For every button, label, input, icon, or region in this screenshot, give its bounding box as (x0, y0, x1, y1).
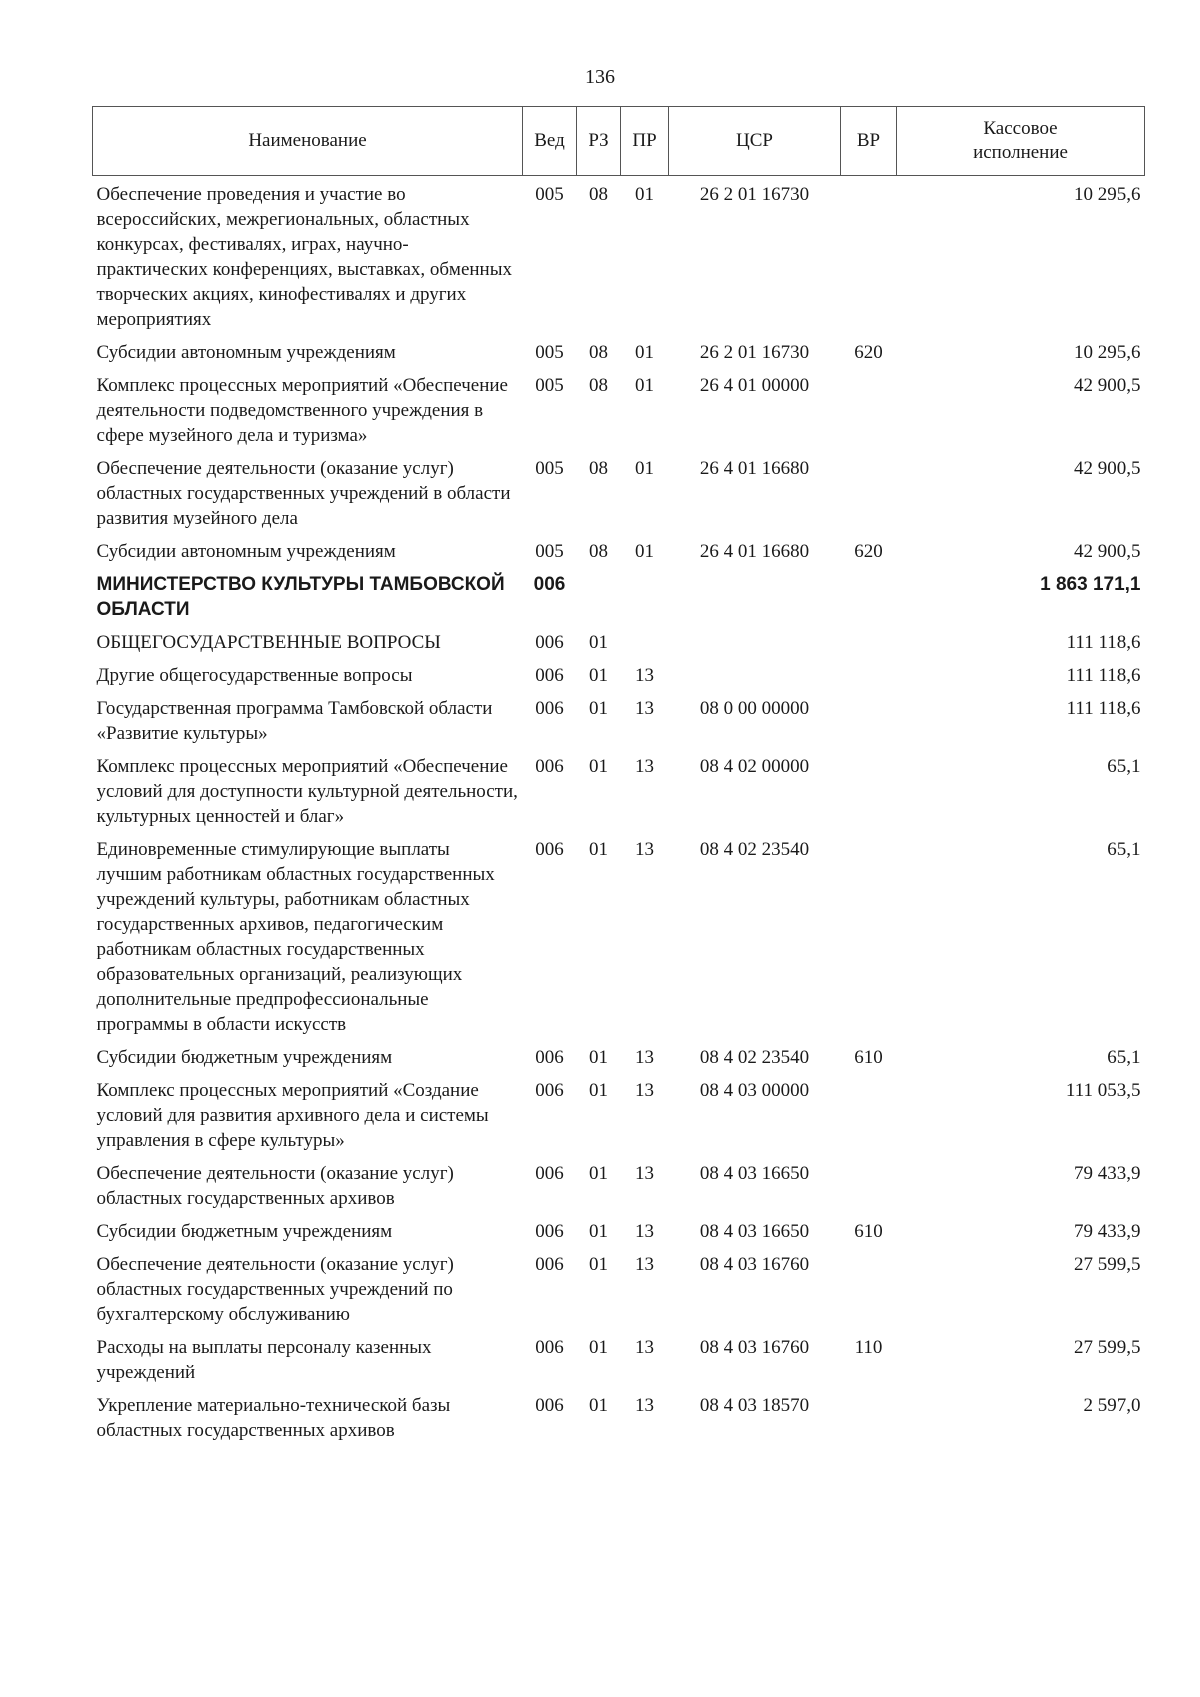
row-vr (841, 831, 897, 1039)
row-amount: 111 118,6 (1066, 665, 1141, 686)
row-rz: 01 (589, 665, 608, 686)
row-rz: 01 (589, 1047, 608, 1068)
row-vr: 620 (854, 342, 883, 363)
row-pr: 13 (635, 1047, 654, 1068)
row-vr: 110 (854, 1337, 883, 1358)
row-pr: 01 (635, 541, 654, 562)
row-name: Обеспечение деятельности (оказание услуг) областных государственных учреждений по бухгалтерскому обслуживанию (96, 1254, 454, 1325)
row-vr (841, 657, 897, 690)
row-ved: 005 (535, 375, 564, 396)
table-row (93, 334, 1145, 367)
row-pr: 01 (635, 184, 654, 205)
row-rz: 01 (589, 1080, 608, 1101)
row-csr: 26 4 01 16680 (699, 541, 810, 562)
table-row-section (93, 624, 1145, 657)
row-name: Укрепление материально-технической базы областных государственных архивов (96, 1395, 451, 1441)
table-row (93, 176, 1145, 335)
row-amount: 10 295,6 (1074, 342, 1141, 363)
row-csr: 26 2 01 16730 (699, 184, 810, 205)
row-rz: 01 (589, 1395, 608, 1416)
table-row (93, 657, 1145, 690)
row-pr: 13 (635, 1254, 654, 1275)
row-pr: 01 (635, 458, 654, 479)
row-amount: 2 597,0 (1083, 1395, 1141, 1416)
row-ved: 006 (533, 574, 566, 595)
row-amount: 111 118,6 (1066, 632, 1141, 653)
table-row (93, 450, 1145, 533)
row-rz: 08 (589, 375, 608, 396)
table-row (93, 690, 1145, 748)
row-amount: 10 295,6 (1074, 184, 1141, 205)
row-ved: 005 (535, 541, 564, 562)
row-vr (841, 176, 897, 335)
row-ved: 005 (535, 184, 564, 205)
row-pr: 13 (635, 1221, 654, 1242)
row-rz: 01 (589, 1254, 608, 1275)
row-pr: 13 (635, 1080, 654, 1101)
row-csr (669, 657, 841, 690)
row-rz: 01 (589, 632, 608, 653)
row-vr (841, 690, 897, 748)
row-pr: 13 (635, 1395, 654, 1416)
row-csr (669, 624, 841, 657)
row-amount: 42 900,5 (1074, 458, 1141, 479)
row-name: Комплекс процессных мероприятий «Обеспечение деятельности подведомственного учреждения в сфере музейного дела и туризма» (96, 375, 508, 446)
row-pr: 13 (635, 1163, 654, 1184)
row-name: Субсидии бюджетным учреждениям (96, 1047, 393, 1068)
table-row (93, 748, 1145, 831)
row-ved: 006 (535, 1221, 564, 1242)
table-row (93, 1213, 1145, 1246)
row-name: Единовременные стимулирующие выплаты лучшим работникам областных государственных учреждений культуры, работникам областных государственных архивов, педагогическим работникам областных государственных образовательных организаций, реализующих дополнительные предпрофессиональные программы в области искусств (96, 839, 495, 1035)
row-csr: 08 4 02 23540 (699, 839, 810, 860)
row-vr (841, 624, 897, 657)
row-name: Расходы на выплаты персоналу казенных учреждений (96, 1337, 432, 1383)
row-ved: 006 (535, 1047, 564, 1068)
table-row (93, 1155, 1145, 1213)
row-vr (841, 1072, 897, 1155)
row-amount: 42 900,5 (1074, 541, 1141, 562)
row-csr: 08 0 00 00000 (699, 698, 810, 719)
budget-table (92, 106, 1145, 1445)
row-amount: 79 433,9 (1074, 1163, 1141, 1184)
row-vr: 610 (854, 1221, 883, 1242)
row-ved: 006 (535, 665, 564, 686)
row-rz: 01 (589, 1337, 608, 1358)
row-name: ОБЩЕГОСУДАРСТВЕННЫЕ ВОПРОСЫ (96, 632, 441, 653)
row-name: Субсидии бюджетным учреждениям (96, 1221, 393, 1242)
row-ved: 006 (535, 1080, 564, 1101)
row-csr: 08 4 03 18570 (699, 1395, 810, 1416)
row-name: Государственная программа Тамбовской области «Развитие культуры» (96, 698, 493, 744)
row-csr: 08 4 02 00000 (699, 756, 810, 777)
row-pr: 01 (635, 375, 654, 396)
table-row (93, 1039, 1145, 1072)
header-amount: Кассовое исполнение (897, 107, 1145, 176)
row-name: Обеспечение деятельности (оказание услуг) областных государственных архивов (96, 1163, 454, 1209)
row-name: Комплекс процессных мероприятий «Создание условий для развития архивного дела и системы управления в сфере культуры» (96, 1080, 489, 1151)
table-header-row (93, 107, 1145, 176)
row-amount: 1 863 171,1 (1040, 574, 1141, 595)
row-csr: 08 4 02 23540 (699, 1047, 810, 1068)
row-rz (577, 566, 621, 624)
header-rz: РЗ (577, 107, 621, 176)
row-vr (841, 1155, 897, 1213)
row-ved: 005 (535, 342, 564, 363)
row-amount: 42 900,5 (1074, 375, 1141, 396)
row-amount: 65,1 (1107, 756, 1141, 777)
row-rz: 08 (589, 184, 608, 205)
row-ved: 006 (535, 1163, 564, 1184)
row-amount: 65,1 (1107, 839, 1141, 860)
row-vr (841, 450, 897, 533)
row-vr: 610 (854, 1047, 883, 1068)
header-csr: ЦСР (669, 107, 841, 176)
row-vr (841, 748, 897, 831)
row-csr: 08 4 03 16760 (699, 1254, 810, 1275)
row-ved: 006 (535, 839, 564, 860)
row-rz: 01 (589, 698, 608, 719)
row-name: Обеспечение проведения и участие во всероссийских, межрегиональных, областных конкурсах, фестивалях, играх, научно-практических конференциях, выставках, обменных творческих акциях, кинофестивалях и других мероприятиях (96, 184, 512, 330)
row-vr: 620 (854, 541, 883, 562)
table-row (93, 367, 1145, 450)
table-row (93, 1072, 1145, 1155)
row-csr: 26 4 01 00000 (699, 375, 810, 396)
row-rz: 01 (589, 1221, 608, 1242)
header-ved: Вед (523, 107, 577, 176)
row-ved: 006 (535, 698, 564, 719)
row-ved: 006 (535, 1395, 564, 1416)
row-amount: 111 118,6 (1066, 698, 1141, 719)
row-csr: 08 4 03 16650 (699, 1163, 810, 1184)
row-amount: 79 433,9 (1074, 1221, 1141, 1242)
row-csr (669, 566, 841, 624)
row-ved: 005 (535, 458, 564, 479)
row-rz: 08 (589, 458, 608, 479)
row-rz: 08 (589, 541, 608, 562)
row-ved: 006 (535, 1337, 564, 1358)
row-pr (621, 624, 669, 657)
row-name: Субсидии автономным учреждениям (96, 541, 396, 562)
row-pr: 01 (635, 342, 654, 363)
header-vr: ВР (841, 107, 897, 176)
row-pr (621, 566, 669, 624)
row-rz: 01 (589, 839, 608, 860)
row-name: Обеспечение деятельности (оказание услуг) областных государственных учреждений в области развития музейного дела (96, 458, 511, 529)
header-name: Наименование (93, 107, 523, 176)
row-pr: 13 (635, 1337, 654, 1358)
row-ved: 006 (535, 1254, 564, 1275)
row-vr (841, 367, 897, 450)
row-amount: 27 599,5 (1074, 1254, 1141, 1275)
row-vr (841, 1246, 897, 1329)
table-row-ministry (93, 566, 1145, 624)
table-row (93, 533, 1145, 566)
row-ved: 006 (535, 632, 564, 653)
row-pr: 13 (635, 698, 654, 719)
row-csr: 26 2 01 16730 (699, 342, 810, 363)
row-vr (841, 566, 897, 624)
page-number: 136 (585, 66, 615, 88)
row-csr: 08 4 03 16760 (699, 1337, 810, 1358)
row-rz: 01 (589, 1163, 608, 1184)
row-ved: 006 (535, 756, 564, 777)
row-csr: 26 4 01 16680 (699, 458, 810, 479)
row-name: Комплекс процессных мероприятий «Обеспечение условий для доступности культурной деятельности, культурных ценностей и благ» (96, 756, 518, 827)
row-pr: 13 (635, 665, 654, 686)
row-rz: 01 (589, 756, 608, 777)
row-csr: 08 4 03 00000 (699, 1080, 810, 1101)
header-pr: ПР (621, 107, 669, 176)
row-name: МИНИСТЕРСТВО КУЛЬТУРЫ ТАМБОВСКОЙ ОБЛАСТИ (96, 574, 505, 620)
table-row (93, 831, 1145, 1039)
row-pr: 13 (635, 839, 654, 860)
row-rz: 08 (589, 342, 608, 363)
row-name: Субсидии автономным учреждениям (96, 342, 396, 363)
table-row (93, 1329, 1145, 1387)
row-name: Другие общегосударственные вопросы (96, 665, 413, 686)
row-amount: 65,1 (1107, 1047, 1141, 1068)
row-amount: 27 599,5 (1074, 1337, 1141, 1358)
row-csr: 08 4 03 16650 (699, 1221, 810, 1242)
table-row (93, 1246, 1145, 1329)
row-amount: 111 053,5 (1065, 1080, 1141, 1101)
row-vr (841, 1387, 897, 1445)
row-pr: 13 (635, 756, 654, 777)
table-row (93, 1387, 1145, 1445)
